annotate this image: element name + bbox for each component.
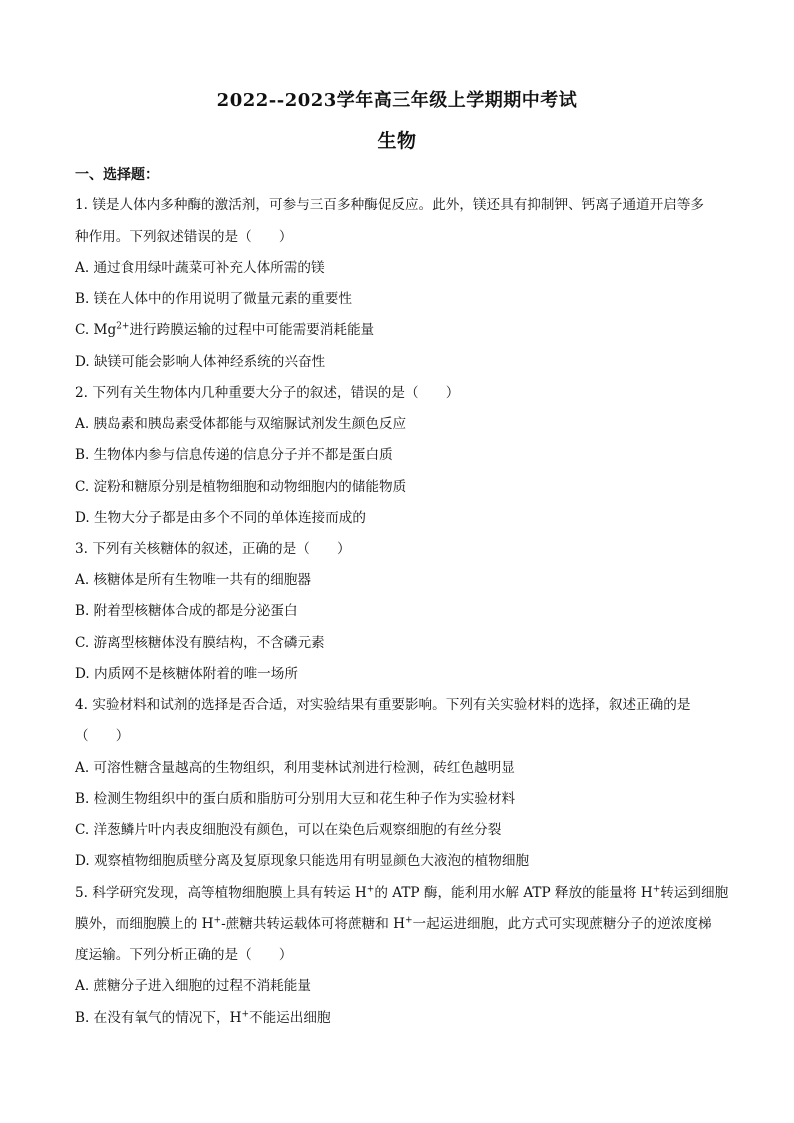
question-number: 1. <box>75 197 88 213</box>
exam-title: 2022--2023学年高三年级上学期期中考试 <box>216 90 578 111</box>
question-5-option-a: A. 蔗糖分子进入细胞的过程不消耗能量 <box>75 978 311 994</box>
question-5-stem-line-3: 度运输。下列分析正确的是（ ） <box>75 947 293 963</box>
question-number: 4. <box>75 697 88 713</box>
question-1-option-a: A. 通过食用绿叶蔬菜可补充人体所需的镁 <box>75 260 325 276</box>
superscript: + <box>404 915 413 926</box>
question-3-option-d: D. 内质网不是核糖体附着的唯一场所 <box>75 666 298 682</box>
superscript: + <box>366 884 375 895</box>
question-2-option-a: A. 胰岛素和胰岛素受体都能与双缩脲试剂发生颜色反应 <box>75 416 407 432</box>
question-4-stem-line-2: （ ） <box>75 728 130 744</box>
question-text: 下列有关生物体内几种重要大分子的叙述，错误的是（ ） <box>92 385 460 401</box>
question-1-stem-line-2: 种作用。下列叙述错误的是（ ） <box>75 229 293 245</box>
question-number: 5. <box>75 885 88 901</box>
question-number: 2. <box>75 385 88 401</box>
question-text: 镁是人体内多种酶的激活剂，可参与三百多种酶促反应。此外，镁还具有抑制钾、钙离子通道开启等多 <box>92 197 705 213</box>
question-1-option-c <box>75 321 725 339</box>
superscript: 2+ <box>116 321 130 332</box>
question-text: -蔗糖共转运载体可将蔗糖和 H <box>221 916 405 932</box>
option-text: B. 在没有氧气的情况下，H <box>75 1010 242 1026</box>
option-text: 不能运出细胞 <box>248 1010 331 1026</box>
question-number: 3. <box>75 541 88 557</box>
question-4-stem-line-1 <box>75 696 725 714</box>
question-5-option-b <box>75 1009 725 1027</box>
exam-subject: 生物 <box>377 130 417 152</box>
question-2-stem <box>75 384 725 402</box>
superscript: + <box>213 915 222 926</box>
option-text: 进行跨膜运输的过程中可能需要消耗能量 <box>129 322 375 338</box>
question-4-option-b: B. 检测生物组织中的蛋白质和脂肪可分别用大豆和花生种子作为实验材料 <box>75 791 516 807</box>
question-2-option-b: B. 生物体内参与信息传递的信息分子并不都是蛋白质 <box>75 447 393 463</box>
section-heading: 一、选择题： <box>75 167 159 183</box>
question-5-stem-line-2 <box>75 915 725 933</box>
question-text: 转运到细胞 <box>660 885 729 901</box>
question-4-option-a: A. 可溶性糖含量越高的生物组织，利用斐林试剂进行检测，砖红色越明显 <box>75 760 515 776</box>
question-1-option-d: D. 缺镁可能会影响人体神经系统的兴奋性 <box>75 354 326 370</box>
question-3-option-c: C. 游离型核糖体没有膜结构，不含磷元素 <box>75 635 325 651</box>
question-text: 膜外，而细胞膜上的 H <box>75 916 214 932</box>
question-2-option-c: C. 淀粉和糖原分别是植物细胞和动物细胞内的储能物质 <box>75 479 407 495</box>
superscript: + <box>652 884 661 895</box>
question-3-option-b: B. 附着型核糖体合成的都是分泌蛋白 <box>75 603 298 619</box>
question-1-option-b: B. 镁在人体中的作用说明了微量元素的重要性 <box>75 291 352 307</box>
question-text: 的 ATP 酶，能利用水解 ATP 释放的能量将 H <box>374 885 653 901</box>
question-text: 实验材料和试剂的选择是否合适，对实验结果有重要影响。下列有关实验材料的选择，叙述正确的是 <box>92 697 691 713</box>
question-1-stem-line-1 <box>75 196 725 214</box>
question-4-option-d: D. 观察植物细胞质壁分离及复原现象只能选用有明显颜色大液泡的植物细胞 <box>75 853 530 869</box>
superscript: + <box>241 1009 249 1020</box>
question-text: 下列有关核糖体的叙述，正确的是（ ） <box>92 541 351 557</box>
question-2-option-d: D. 生物大分子都是由多个不同的单体连接而成的 <box>75 510 366 526</box>
question-3-stem <box>75 540 725 558</box>
question-4-option-c: C. 洋葱鳞片叶内表皮细胞没有颜色，可以在染色后观察细胞的有丝分裂 <box>75 822 502 838</box>
question-text: 一起运进细胞，此方式可实现蔗糖分子的逆浓度梯 <box>412 916 712 932</box>
question-text: 科学研究发现，高等植物细胞膜上具有转运 H <box>92 885 367 901</box>
question-5-stem-line-1 <box>75 884 729 902</box>
question-3-option-a: A. 核糖体是所有生物唯一共有的细胞器 <box>75 572 311 588</box>
option-text: C. Mg <box>75 322 117 338</box>
